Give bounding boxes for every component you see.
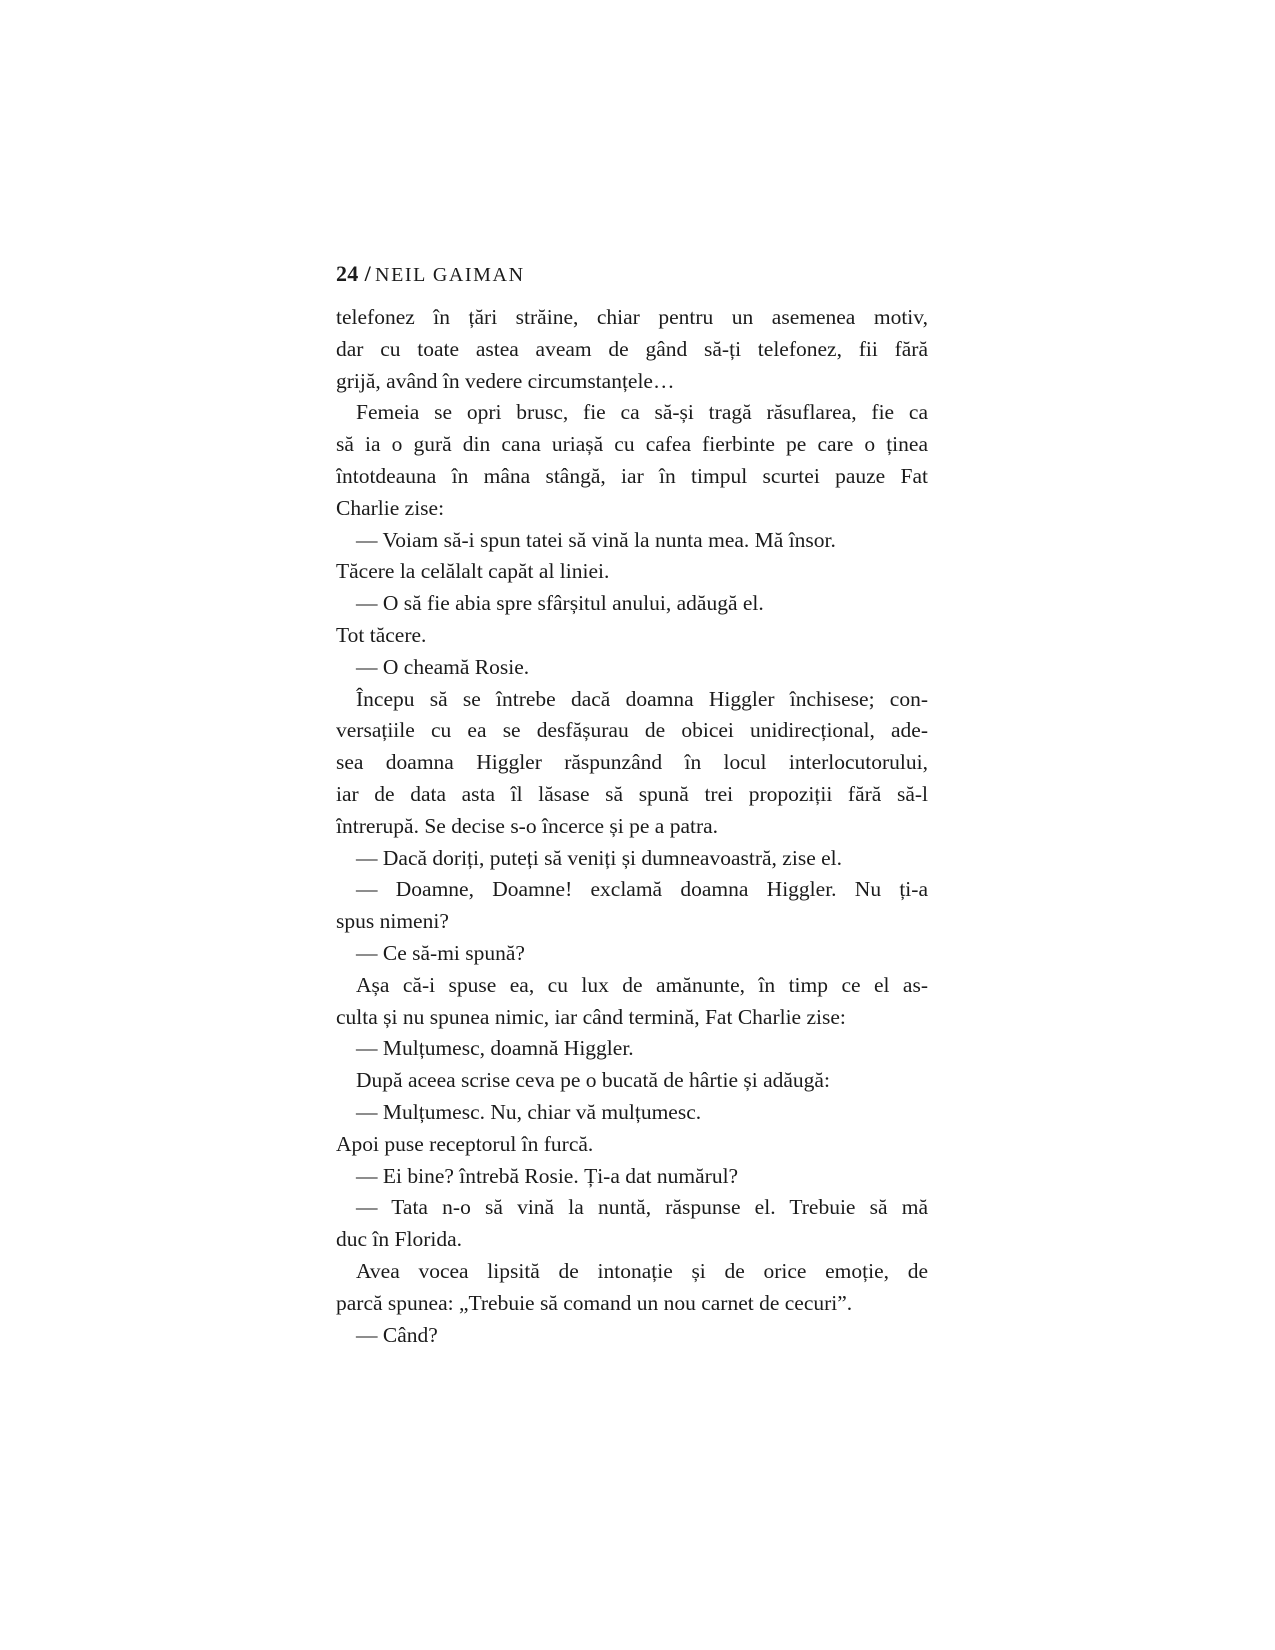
paragraph [336,302,928,397]
text-line: Avea vocea lipsită de intonație și de orice emoție, de [356,1258,928,1283]
text-line: telefonez în țări străine, chiar pentru un asemenea motiv, [336,305,928,329]
text-line: iar de data asta îl lăsase să spună trei propoziții fără să-l [336,781,928,806]
paragraph [336,588,928,620]
paragraph [336,556,928,588]
paragraph [336,397,928,524]
text-line: culta și nu spunea nimic, iar când termină, Fat Charlie zise: [336,1004,846,1029]
paragraph [336,1192,928,1256]
text-line: — Mulțumesc, doamnă Higgler. [356,1036,634,1061]
text-line: — Când? [356,1322,438,1347]
header-separator: / [364,261,372,286]
text-line: Tăcere la celălalt capăt al liniei. [336,559,610,584]
text-line: versațiile cu ea se desfășurau de obicei unidirecțional, ade- [336,718,928,743]
text-line: — O să fie abia spre sfârșitul anului, adăugă el. [356,591,764,616]
text-line: spus nimeni? [336,909,449,934]
text-line: — Mulțumesc. Nu, chiar vă mulțumesc. [356,1099,702,1124]
text-line: parcă spunea: „Trebuie să comand un nou carnet de cecuri”. [336,1290,853,1315]
page-number: 24 [336,261,359,286]
text-line: — O cheamă Rosie. [356,654,530,679]
text-line: duc în Florida. [336,1227,462,1252]
text-line: dar cu toate astea aveam de gând să-ți telefonez, fii fără [336,336,928,361]
text-line: — Tata n-o să vină la nuntă, răspunse el. Trebuie să mă [356,1195,928,1220]
paragraph [336,1065,928,1097]
paragraph [336,620,928,652]
text-line: — Ei bine? întrebă Rosie. Ți-a dat numărul? [356,1163,739,1188]
paragraph [336,525,928,557]
text-line: Tot tăcere. [336,622,427,647]
text-line: întrerupă. Se decise s-o încerce și pe a patra. [336,813,719,838]
paragraph [336,874,928,938]
text-line: grijă, având în vedere circumstanțele… [336,368,675,393]
paragraph [336,1256,928,1320]
text-line: sea doamna Higgler răspunzând în locul interlocutorului, [336,750,928,775]
text-line: să ia o gură din cana uriașă cu cafea fierbinte pe care o ținea [336,432,928,457]
text-line: — Voiam să-i spun tatei să vină la nunta mea. Mă însor. [356,527,836,552]
paragraph [336,1320,928,1352]
text-block [336,302,928,1351]
paragraph [336,1033,928,1065]
author-name: NEIL GAIMAN [375,264,525,286]
paragraph [336,1161,928,1193]
text-line: Apoi puse receptorul în furcă. [336,1131,594,1156]
text-line: întotdeauna în mâna stângă, iar în timpul scurtei pauze Fat [336,463,928,488]
text-line: După aceea scrise ceva pe o bucată de hârtie și adăugă: [356,1068,830,1093]
text-line: — Ce să-mi spună? [356,940,525,965]
text-line: — Dacă doriți, puteți să veniți și dumneavoastră, zise el. [356,845,842,870]
text-line: — Doamne, Doamne! exclamă doamna Higgler. Nu ți-a [356,877,928,902]
paragraph [336,652,928,684]
paragraph [336,1129,928,1161]
paragraph [336,843,928,875]
text-line: Începu să se întrebe dacă doamna Higgler închisese; con- [356,686,928,711]
paragraph [336,1097,928,1129]
text-line: Charlie zise: [336,495,445,520]
running-header [336,261,525,288]
paragraph [336,938,928,970]
paragraph [336,970,928,1034]
paragraph [336,684,928,843]
text-line: Așa că-i spuse ea, cu lux de amănunte, în timp ce el as- [356,972,928,997]
text-line: Femeia se opri brusc, fie ca să-și tragă răsuflarea, fie ca [356,400,928,425]
